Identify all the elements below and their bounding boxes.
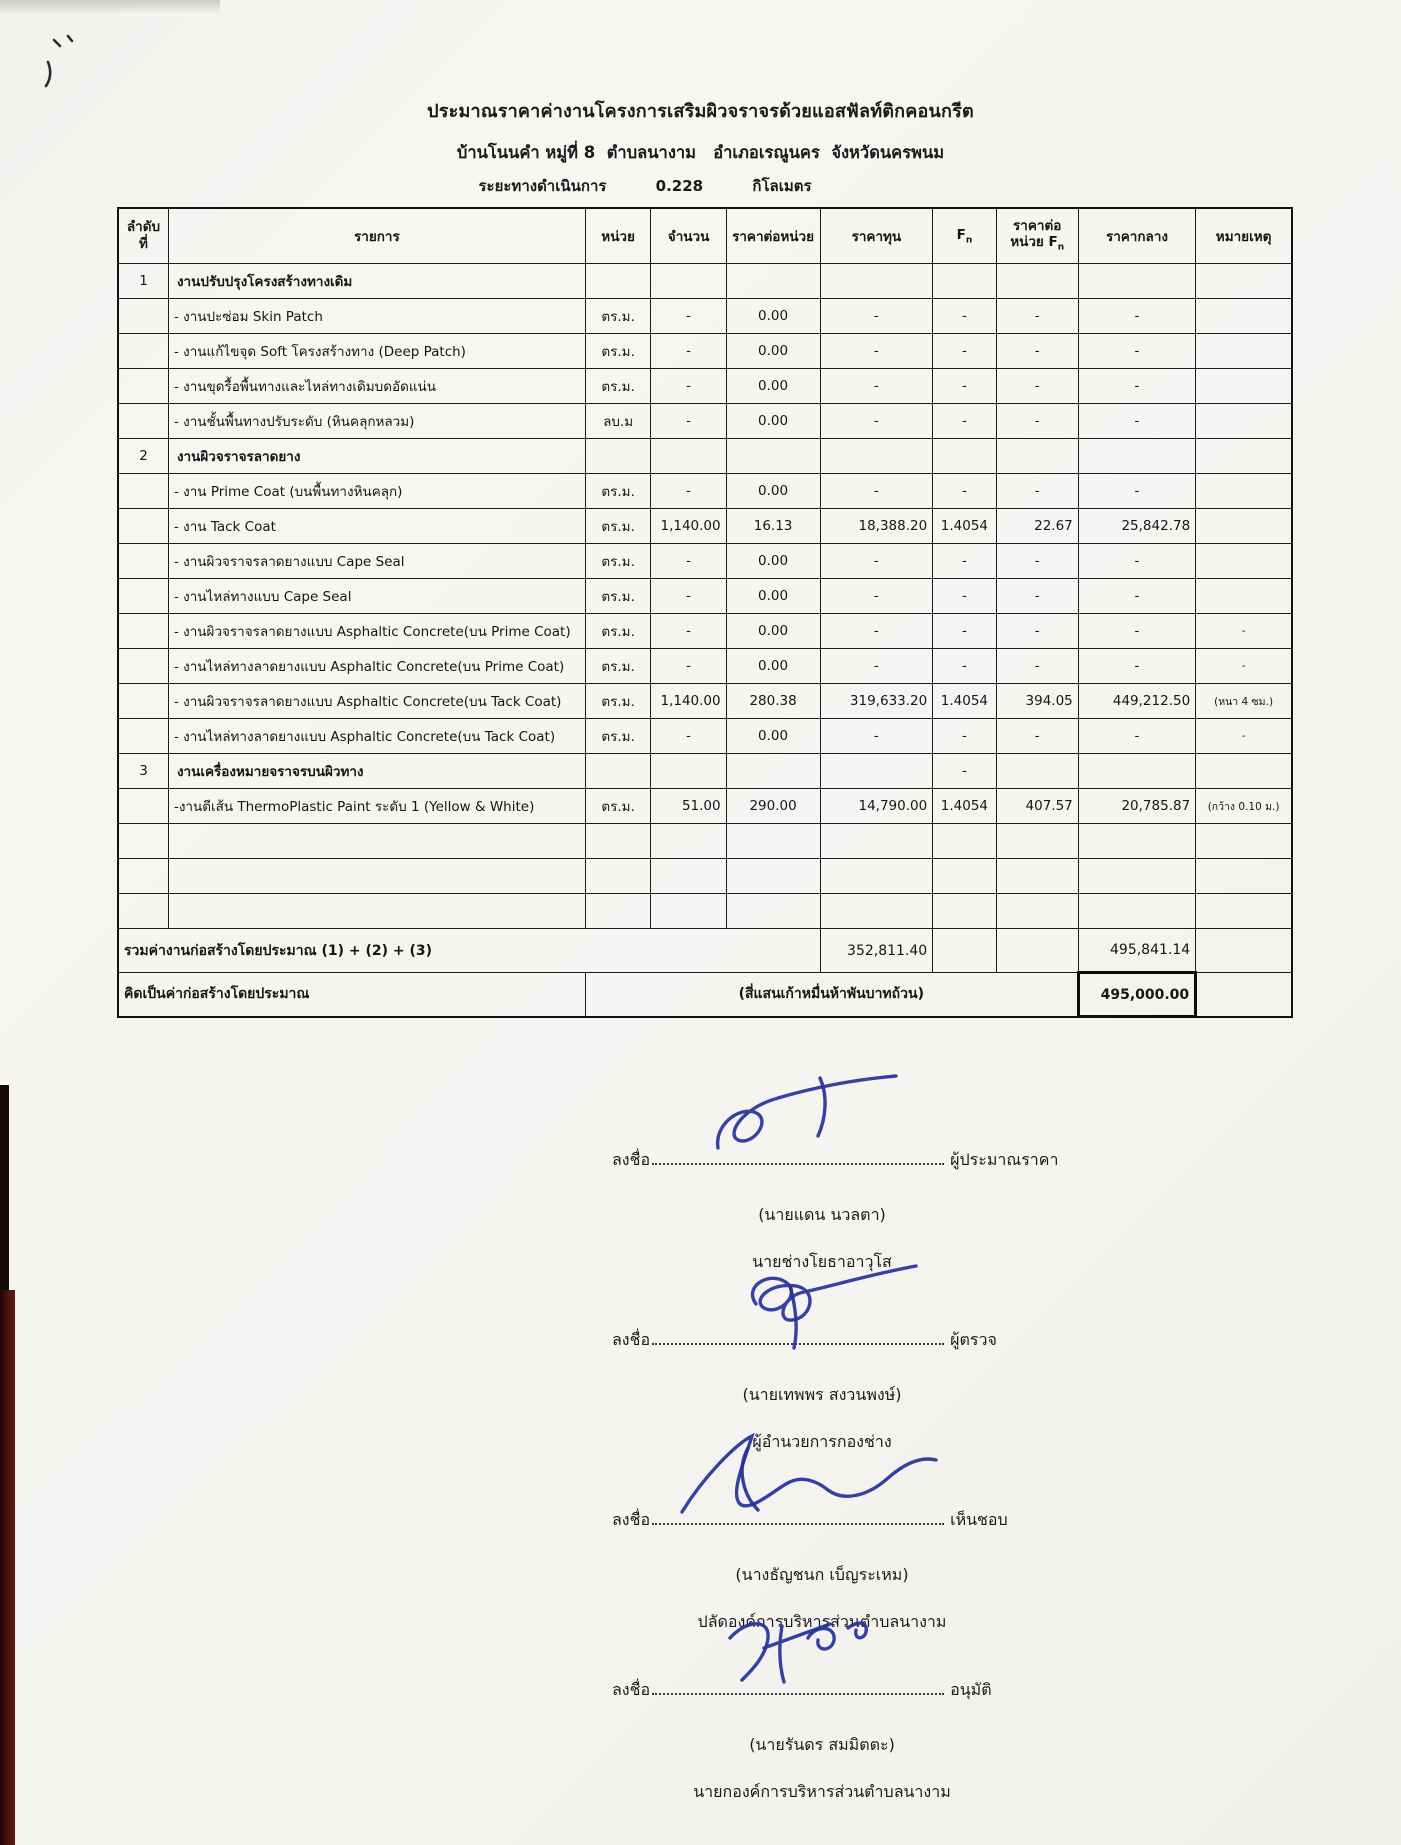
cell-price-fn: [996, 894, 1078, 929]
cell-cost: -: [820, 614, 933, 649]
cell-fn: -: [933, 579, 996, 614]
cell-fn: -: [933, 474, 996, 509]
cell-fn: 1.4054: [933, 509, 996, 544]
cell-unit: ตร.ม.: [585, 614, 651, 649]
cell-cost: [820, 439, 933, 474]
item-row: [118, 649, 1292, 684]
cell-price-fn: [996, 824, 1078, 859]
cell-unit-price: 0.00: [726, 614, 820, 649]
cell-item: งานผิวจราจรลาดยาง: [168, 439, 585, 474]
cell-unit-price: 0.00: [726, 404, 820, 439]
scan-shadow-top: [0, 0, 220, 14]
cell-price-fn: -: [996, 719, 1078, 754]
scan-edge-artifact-maroon: [0, 1290, 15, 1845]
signature-name: (นางธัญชนก เบ็ญระเหม): [735, 1565, 909, 1584]
cell-no: [118, 369, 168, 404]
signature-dotted-line: [652, 1329, 944, 1345]
cell-unit: [585, 754, 651, 789]
cell-cost: -: [820, 404, 933, 439]
cell-remark: [1196, 404, 1292, 439]
signature-role: ผู้ประมาณราคา: [950, 1150, 1059, 1169]
summary-total-price-fn: [996, 929, 1078, 973]
signature-name: (นายแดน นวลตา): [758, 1205, 886, 1224]
cell-fn: [933, 264, 996, 299]
cell-middle-price: -: [1078, 404, 1195, 439]
signature-name: (นายเทพพร สงวนพงษ์): [742, 1385, 902, 1404]
cell-item: - งานขุดรื้อพื้นทางและไหล่ทางเดิมบดอัดแน่น: [168, 369, 585, 404]
header-price-per-fn: ราคาต่อ หน่วย $F_n$: [996, 208, 1078, 264]
cell-remark: [1196, 754, 1292, 789]
cell-qty: -: [651, 719, 726, 754]
cell-item: [168, 824, 585, 859]
cell-qty: [651, 824, 726, 859]
cell-unit: ตร.ม.: [585, 299, 651, 334]
cell-no: [118, 614, 168, 649]
cell-item: - งานแก้ไขจุด Soft โครงสร้างทาง (Deep Patch): [168, 334, 585, 369]
signature-line: ลงชื่อ ผู้ประมาณราคา: [612, 1150, 1059, 1169]
cell-middle-price: [1078, 754, 1195, 789]
cell-remark: (กว้าง 0.10 ม.): [1196, 789, 1292, 824]
cell-no: [118, 684, 168, 719]
cell-price-fn: [996, 439, 1078, 474]
cell-qty: -: [651, 299, 726, 334]
empty-row: [118, 894, 1292, 929]
cell-no: 3: [118, 754, 168, 789]
cell-item: - งานไหล่ทางแบบ Cape Seal: [168, 579, 585, 614]
cell-price-fn: [996, 859, 1078, 894]
cell-unit: ตร.ม.: [585, 579, 651, 614]
signature-line: ลงชื่อ ผู้ตรวจ: [612, 1330, 997, 1349]
cell-no: [118, 509, 168, 544]
cell-unit-price: [726, 439, 820, 474]
cell-qty: [651, 859, 726, 894]
cell-item: -งานตีเส้น ThermoPlastic Paint ระดับ 1 (Yellow & White): [168, 789, 585, 824]
cell-unit: [585, 264, 651, 299]
summary-estimate-value: 495,000.00: [1078, 973, 1195, 1017]
cell-cost: -: [820, 299, 933, 334]
cell-unit: ตร.ม.: [585, 509, 651, 544]
cell-middle-price: -: [1078, 544, 1195, 579]
cell-price-fn: -: [996, 404, 1078, 439]
item-row: [118, 369, 1292, 404]
item-row: [118, 719, 1292, 754]
cost-estimate-table: [117, 207, 1293, 1018]
cell-cost: 14,790.00: [820, 789, 933, 824]
cell-remark: [1196, 334, 1292, 369]
cell-fn: -: [933, 649, 996, 684]
table-header-row: [118, 208, 1292, 264]
cell-no: [118, 544, 168, 579]
cell-unit-price: [726, 824, 820, 859]
empty-row: [118, 824, 1292, 859]
cell-unit-price: [726, 859, 820, 894]
cell-cost: -: [820, 474, 933, 509]
cell-price-fn: -: [996, 474, 1078, 509]
cell-fn: [933, 824, 996, 859]
cell-price-fn: [996, 264, 1078, 299]
item-row: [118, 509, 1292, 544]
cell-no: 2: [118, 439, 168, 474]
cell-remark: [1196, 474, 1292, 509]
cell-middle-price: [1078, 439, 1195, 474]
cell-remark: [1196, 579, 1292, 614]
cell-item: - งานไหล่ทางลาดยางแบบ Asphaltic Concrete(บน Tack Coat): [168, 719, 585, 754]
cell-item: - งานผิวจราจรลาดยางแบบ Cape Seal: [168, 544, 585, 579]
cell-fn: [933, 859, 996, 894]
cell-no: 1: [118, 264, 168, 299]
cell-no: [118, 789, 168, 824]
cell-cost: [820, 894, 933, 929]
cell-no: [118, 579, 168, 614]
distance-value: 0.228: [655, 177, 704, 195]
cell-middle-price: [1078, 859, 1195, 894]
header-cost: ราคาทุน: [820, 208, 933, 264]
cell-qty: -: [651, 614, 726, 649]
summary-estimate-label: คิดเป็นค่าก่อสร้างโดยประมาณ: [118, 973, 585, 1017]
cell-remark: -: [1196, 614, 1292, 649]
cell-cost: 18,388.20: [820, 509, 933, 544]
signature-role: เห็นชอบ: [950, 1510, 1008, 1529]
item-row: [118, 614, 1292, 649]
summary-total-row: [118, 929, 1292, 973]
page-subtitle: บ้านโนนคำ หมู่ที่ 8 ตำบลนางาม อำเภอเรณูนคร จังหวัดนครพนม: [456, 143, 945, 162]
cell-remark: [1196, 894, 1292, 929]
cell-fn: 1.4054: [933, 789, 996, 824]
item-row: [118, 579, 1292, 614]
cell-unit-price: 0.00: [726, 719, 820, 754]
header-fn: $F_n$: [933, 208, 996, 264]
cell-middle-price: 449,212.50: [1078, 684, 1195, 719]
cell-price-fn: -: [996, 334, 1078, 369]
cell-cost: [820, 264, 933, 299]
cell-unit: ตร.ม.: [585, 544, 651, 579]
cell-middle-price: -: [1078, 649, 1195, 684]
cell-unit: [585, 439, 651, 474]
signature-block-estimator: [612, 1148, 1172, 1275]
cell-middle-price: -: [1078, 719, 1195, 754]
header-unit: หน่วย: [585, 208, 651, 264]
cell-no: [118, 299, 168, 334]
cell-item: - งาน Prime Coat (บนพื้นทางหินคลุก): [168, 474, 585, 509]
pen-mark-icon: [34, 28, 104, 98]
cell-unit-price: [726, 894, 820, 929]
cell-item: - งานชั้นพื้นทางปรับระดับ (หินคลุกหลวม): [168, 404, 585, 439]
cell-unit: ลบ.ม: [585, 404, 651, 439]
cell-unit-price: 280.38: [726, 684, 820, 719]
section-row: [118, 754, 1292, 789]
header-middle-price: ราคากลาง: [1078, 208, 1195, 264]
cell-qty: [651, 439, 726, 474]
item-row: [118, 334, 1292, 369]
cell-qty: 51.00: [651, 789, 726, 824]
header-qty: จำนวน: [651, 208, 726, 264]
cell-no: [118, 859, 168, 894]
cell-unit-price: 16.13: [726, 509, 820, 544]
item-row: [118, 299, 1292, 334]
header-unit-price: ราคาต่อหน่วย: [726, 208, 820, 264]
page-title: ประมาณราคาค่างานโครงการเสริมผิวจราจรด้วยแอสฟัลท์ติกคอนกรีต: [427, 101, 974, 122]
item-row: [118, 789, 1292, 824]
cell-item: - งานปะซ่อม Skin Patch: [168, 299, 585, 334]
signature-name: (นายรันดร สมมิตตะ): [749, 1735, 895, 1754]
cell-middle-price: -: [1078, 474, 1195, 509]
cell-qty: 1,140.00: [651, 509, 726, 544]
cell-qty: -: [651, 474, 726, 509]
header-remark: หมายเหตุ: [1196, 208, 1292, 264]
table-body: [118, 264, 1292, 929]
cell-unit: ตร.ม.: [585, 649, 651, 684]
cell-remark: -: [1196, 649, 1292, 684]
cell-fn: [933, 439, 996, 474]
cell-middle-price: [1078, 894, 1195, 929]
cell-price-fn: -: [996, 369, 1078, 404]
cell-item: - งาน Tack Coat: [168, 509, 585, 544]
cell-unit: ตร.ม.: [585, 334, 651, 369]
cell-no: [118, 894, 168, 929]
cell-middle-price: 20,785.87: [1078, 789, 1195, 824]
cell-remark: [1196, 299, 1292, 334]
section-row: [118, 264, 1292, 299]
item-row: [118, 544, 1292, 579]
cell-item: [168, 859, 585, 894]
signature-role: ผู้ตรวจ: [950, 1330, 997, 1349]
cell-middle-price: -: [1078, 579, 1195, 614]
summary-estimate-row: [118, 973, 1292, 1017]
cell-unit-price: 290.00: [726, 789, 820, 824]
cell-middle-price: -: [1078, 369, 1195, 404]
cell-cost: -: [820, 579, 933, 614]
cell-middle-price: -: [1078, 299, 1195, 334]
cell-remark: [1196, 369, 1292, 404]
cell-unit: [585, 824, 651, 859]
cell-item: งานเครื่องหมายจราจรบนผิวทาง: [168, 754, 585, 789]
cell-item: - งานไหล่ทางลาดยางแบบ Asphaltic Concrete(บน Prime Coat): [168, 649, 585, 684]
cell-unit-price: 0.00: [726, 299, 820, 334]
item-row: [118, 684, 1292, 719]
cell-fn: [933, 894, 996, 929]
cell-qty: -: [651, 404, 726, 439]
cell-fn: -: [933, 369, 996, 404]
cell-fn: 1.4054: [933, 684, 996, 719]
signature-position: นายช่างโยธาอาวุโส: [752, 1252, 892, 1271]
cell-unit: [585, 894, 651, 929]
cell-cost: [820, 754, 933, 789]
header-no: ลำดับ ที่: [118, 208, 168, 264]
cell-price-fn: [996, 754, 1078, 789]
cell-price-fn: -: [996, 649, 1078, 684]
cell-remark: [1196, 544, 1292, 579]
cell-fn: -: [933, 719, 996, 754]
summary-total-label: รวมค่างานก่อสร้างโดยประมาณ (1) + (2) + (3): [118, 929, 820, 973]
cell-price-fn: -: [996, 544, 1078, 579]
cell-unit: ตร.ม.: [585, 789, 651, 824]
cell-qty: 1,140.00: [651, 684, 726, 719]
cell-cost: [820, 824, 933, 859]
signature-block-endorser: [612, 1508, 1172, 1635]
cell-fn: -: [933, 614, 996, 649]
signature-dotted-line: [652, 1679, 944, 1695]
distance-unit: กิโลเมตร: [752, 177, 812, 195]
cell-no: [118, 404, 168, 439]
cell-qty: -: [651, 579, 726, 614]
signature-line: ลงชื่อ เห็นชอบ: [612, 1510, 1008, 1529]
cell-item: [168, 894, 585, 929]
signature-block-inspector: [612, 1328, 1172, 1455]
section-row: [118, 439, 1292, 474]
cell-price-fn: 394.05: [996, 684, 1078, 719]
cell-qty: -: [651, 544, 726, 579]
signature-line: ลงชื่อ อนุมัติ: [612, 1680, 992, 1699]
cell-qty: [651, 264, 726, 299]
cell-price-fn: -: [996, 614, 1078, 649]
cell-unit: [585, 859, 651, 894]
summary-total-cost: 352,811.40: [820, 929, 933, 973]
signature-block-approver: [612, 1678, 1172, 1805]
cell-unit: ตร.ม.: [585, 719, 651, 754]
cell-price-fn: 22.67: [996, 509, 1078, 544]
cell-remark: [1196, 264, 1292, 299]
cell-fn: -: [933, 334, 996, 369]
cell-unit: ตร.ม.: [585, 369, 651, 404]
cell-qty: -: [651, 369, 726, 404]
cell-qty: [651, 754, 726, 789]
summary-estimate-text: (สี่แสนเก้าหมื่นห้าพันบาทถ้วน): [585, 973, 1078, 1017]
cell-middle-price: -: [1078, 334, 1195, 369]
cell-remark: -: [1196, 719, 1292, 754]
cell-middle-price: [1078, 824, 1195, 859]
cell-fn: -: [933, 299, 996, 334]
cell-remark: [1196, 859, 1292, 894]
scan-edge-artifact-dark: [0, 1085, 9, 1300]
cell-unit-price: 0.00: [726, 474, 820, 509]
cell-cost: 319,633.20: [820, 684, 933, 719]
cell-unit: ตร.ม.: [585, 684, 651, 719]
summary-total-fn: [933, 929, 996, 973]
cell-item: - งานผิวจราจรลาดยางแบบ Asphaltic Concrete(บน Tack Coat): [168, 684, 585, 719]
cell-cost: -: [820, 369, 933, 404]
cell-no: [118, 824, 168, 859]
signature-position: นายกองค์การบริหารส่วนตำบลนางาม: [693, 1782, 951, 1801]
cell-no: [118, 474, 168, 509]
cell-unit-price: [726, 754, 820, 789]
cell-remark: [1196, 824, 1292, 859]
cell-cost: -: [820, 544, 933, 579]
signature-dotted-line: [652, 1149, 944, 1165]
cell-no: [118, 719, 168, 754]
header-item: รายการ: [168, 208, 585, 264]
cell-fn: -: [933, 544, 996, 579]
signature-position: ปลัดองค์การบริหารส่วนตำบลนางาม: [697, 1612, 947, 1631]
item-row: [118, 474, 1292, 509]
table-summary: [118, 929, 1292, 1017]
cell-unit-price: 0.00: [726, 579, 820, 614]
cell-middle-price: [1078, 264, 1195, 299]
cell-remark: [1196, 439, 1292, 474]
distance-label: ระยะทางดำเนินการ: [478, 177, 607, 195]
cell-fn: -: [933, 754, 996, 789]
cell-remark: (หนา 4 ซม.): [1196, 684, 1292, 719]
cell-qty: -: [651, 334, 726, 369]
cell-price-fn: -: [996, 579, 1078, 614]
cell-cost: -: [820, 719, 933, 754]
cell-cost: -: [820, 334, 933, 369]
cell-item: - งานผิวจราจรลาดยางแบบ Asphaltic Concrete(บน Prime Coat): [168, 614, 585, 649]
distance-line: [0, 174, 1290, 198]
cell-unit-price: 0.00: [726, 369, 820, 404]
summary-estimate-remark: [1196, 973, 1292, 1017]
cell-price-fn: -: [996, 299, 1078, 334]
cell-fn: -: [933, 404, 996, 439]
signature-position: ผู้อำนวยการกองช่าง: [752, 1432, 892, 1451]
empty-row: [118, 859, 1292, 894]
cell-unit-price: 0.00: [726, 334, 820, 369]
cell-item: งานปรับปรุงโครงสร้างทางเดิม: [168, 264, 585, 299]
cell-unit-price: [726, 264, 820, 299]
signature-dotted-line: [652, 1509, 944, 1525]
cell-no: [118, 334, 168, 369]
cell-middle-price: -: [1078, 614, 1195, 649]
cell-unit: ตร.ม.: [585, 474, 651, 509]
cell-cost: [820, 859, 933, 894]
summary-total-remark: [1196, 929, 1292, 973]
cell-qty: -: [651, 649, 726, 684]
cell-qty: [651, 894, 726, 929]
cell-cost: -: [820, 649, 933, 684]
signature-role: อนุมัติ: [950, 1680, 992, 1699]
cell-price-fn: 407.57: [996, 789, 1078, 824]
summary-total-middle: 495,841.14: [1078, 929, 1195, 973]
item-row: [118, 404, 1292, 439]
cell-middle-price: 25,842.78: [1078, 509, 1195, 544]
cell-unit-price: 0.00: [726, 544, 820, 579]
cell-no: [118, 649, 168, 684]
cell-unit-price: 0.00: [726, 649, 820, 684]
cell-remark: [1196, 509, 1292, 544]
